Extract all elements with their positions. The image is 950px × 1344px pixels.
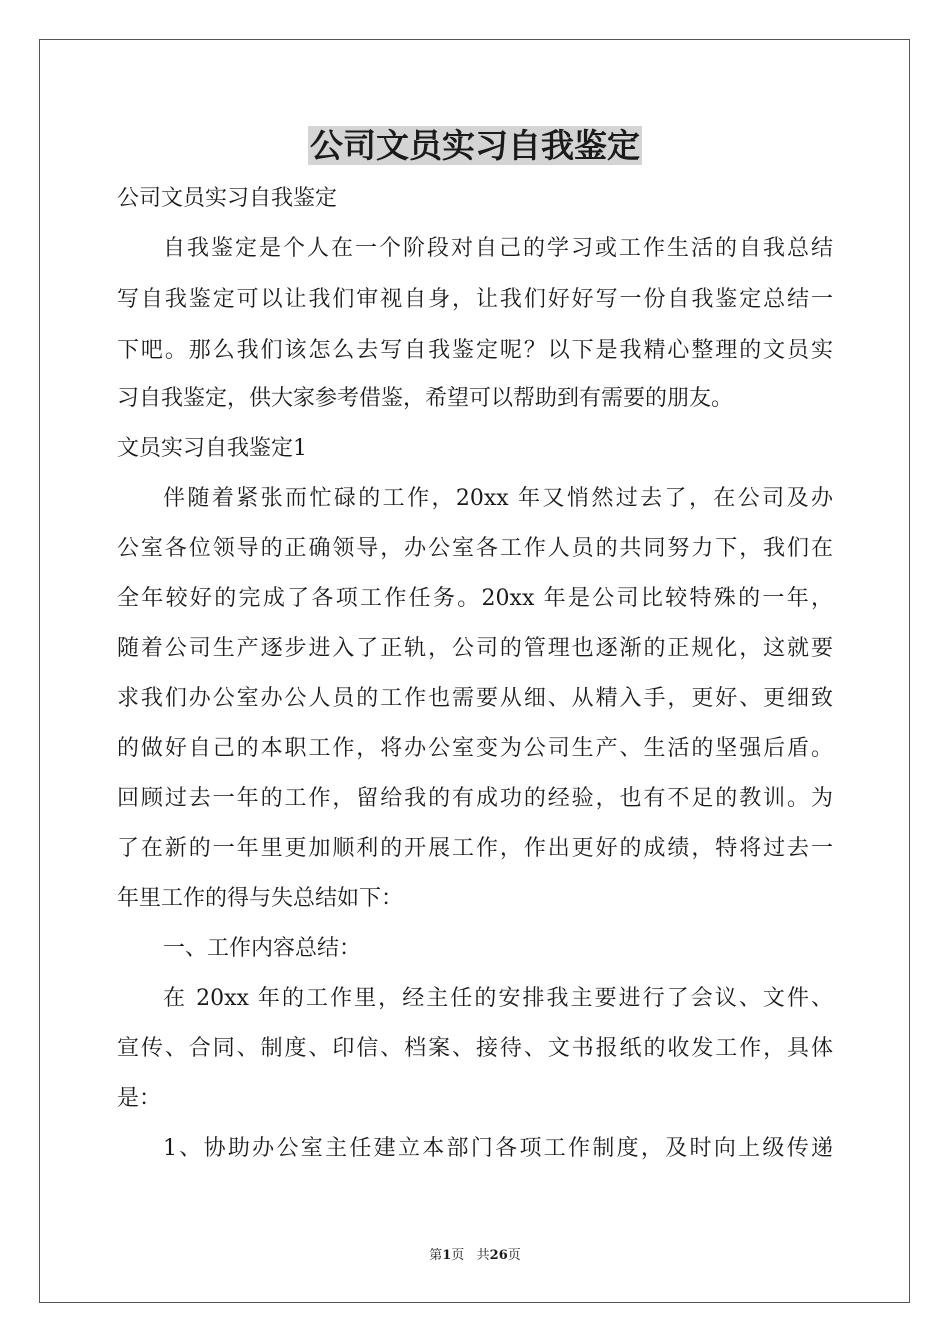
paragraph-line: 随着公司生产逐步进入了正轨，公司的管理也逐渐的正规化，这就要 — [117, 636, 833, 661]
paragraph-line: 是： — [117, 1086, 162, 1111]
subsection-heading: 一、工作内容总结： — [163, 936, 362, 961]
page-footer — [0, 1248, 950, 1264]
section-heading: 文员实习自我鉴定1 — [117, 436, 307, 461]
paragraph-line: 下吧。那么我们该怎么去写自我鉴定呢？以下是我精心整理的文员实 — [117, 338, 833, 363]
paragraph-line: 习自我鉴定，供大家参考借鉴，希望可以帮助到有需要的朋友。 — [117, 386, 734, 411]
document-title: 公司文员实习自我鉴定 — [310, 126, 640, 165]
paragraph-line: 全年较好的完成了各项工作任务。20xx 年是公司比较特殊的一年， — [117, 586, 833, 611]
paragraph-line: 在 20xx 年的工作里，经主任的安排我主要进行了会议、文件、 — [163, 986, 833, 1011]
page-suffix: 页 — [507, 1248, 521, 1263]
paragraph-line: 了在新的一年里更加顺利的开展工作，作出更好的成绩，特将过去一 — [117, 836, 833, 861]
paragraph-line: 1、协助办公室主任建立本部门各项工作制度，及时向上级传递 — [163, 1136, 833, 1161]
page-total: 26 — [489, 1248, 508, 1263]
paragraph-line: 公室各位领导的正确领导，办公室各工作人员的共同努力下，我们在 — [117, 536, 833, 561]
paragraph-line: 求我们办公室办公人员的工作也需要从细、从精入手，更好、更细致 — [117, 686, 833, 711]
page-current: 1 — [442, 1248, 452, 1263]
paragraph-line: 的做好自己的本职工作，将办公室变为公司生产、生活的坚强后盾。 — [117, 736, 833, 761]
paragraph-line: 宣传、合同、制度、印信、档案、接待、文书报纸的收发工作，具体 — [117, 1036, 833, 1061]
page-prefix: 第 — [429, 1248, 443, 1263]
paragraph-line: 自我鉴定是个人在一个阶段对自己的学习或工作生活的自我总结 — [163, 236, 833, 261]
paragraph-line: 写自我鉴定可以让我们审视自身，让我们好好写一份自我鉴定总结一 — [117, 287, 833, 312]
paragraph-line: 年里工作的得与失总结如下： — [117, 886, 404, 911]
paragraph-line: 伴随着紧张而忙碌的工作，20xx 年又悄然过去了，在公司及办 — [163, 486, 833, 511]
paragraph-line: 回顾过去一年的工作，留给我的有成功的经验，也有不足的教训。为 — [117, 786, 833, 811]
page-mid: 页 共 — [451, 1248, 490, 1263]
subtitle-line: 公司文员实习自我鉴定 — [117, 186, 338, 211]
